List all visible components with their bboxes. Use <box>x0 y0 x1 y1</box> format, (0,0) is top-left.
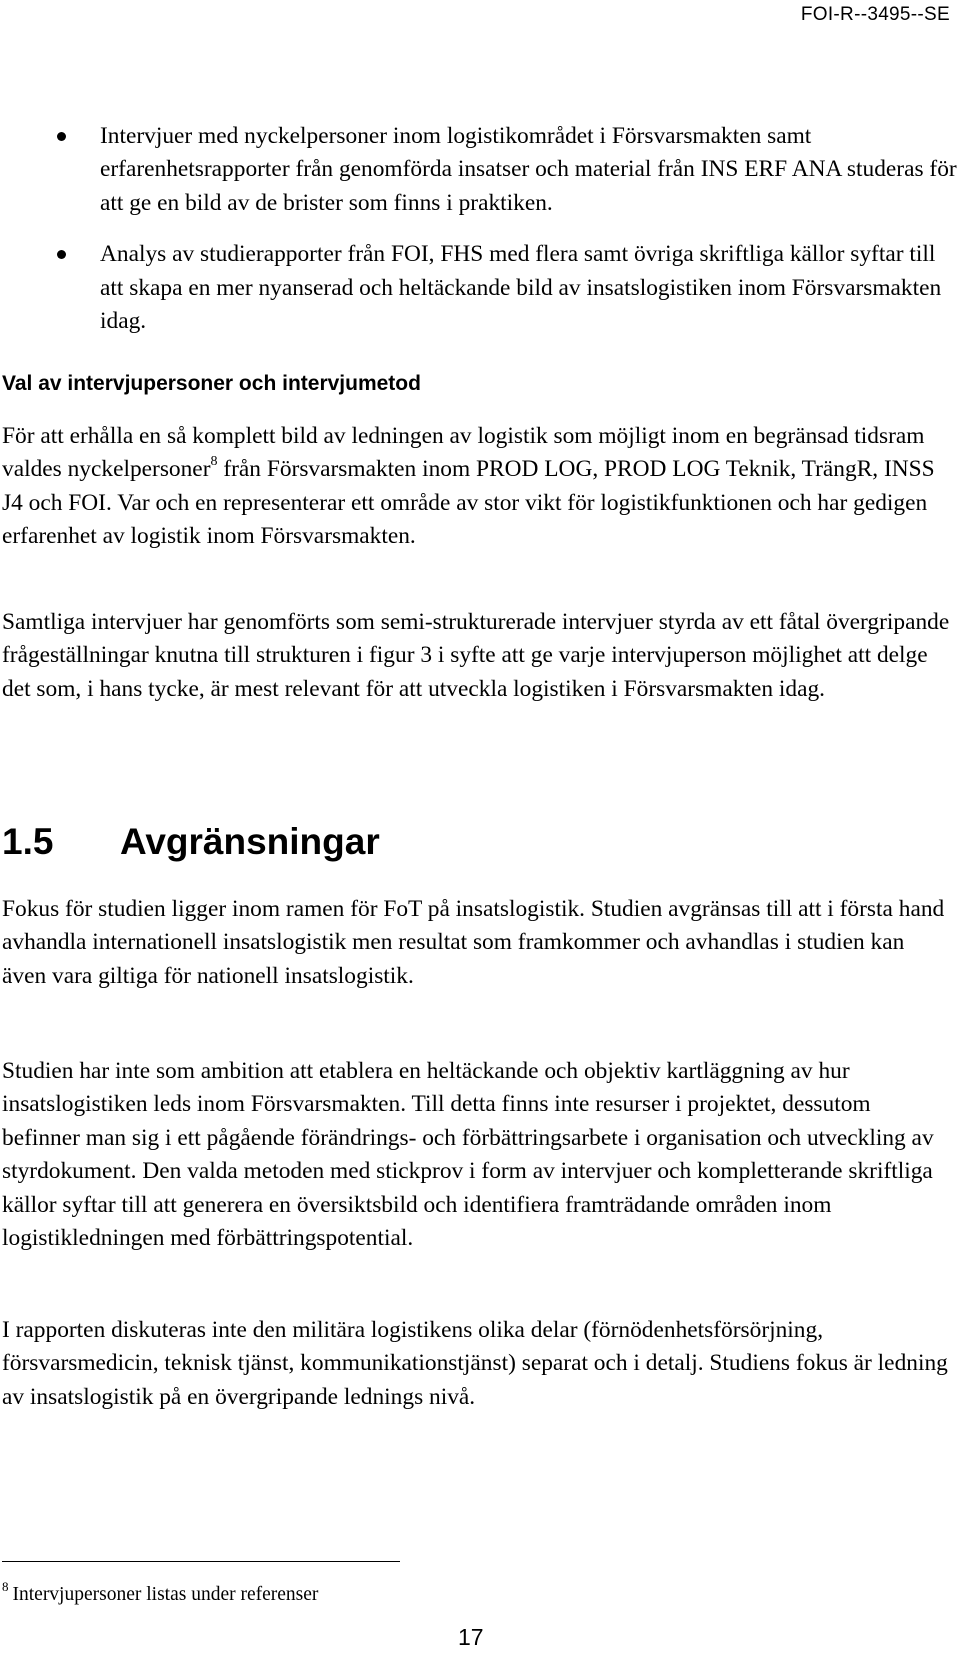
bullet-item <box>0 238 960 338</box>
bullet-item <box>0 120 960 220</box>
scope-paragraph-3: I rapporten diskuteras inte den militära logistikens olika delar (förnödenhetsförsörjning, försvarsmedicin, teknisk tjänst, kommunikationstjänst) separat och i detalj. Studiens fokus är ledning av insatslogistik på en övergripande lednings nivå. <box>2 1317 948 1410</box>
footnote-text: Intervjupersoner listas under referenser <box>12 1584 319 1605</box>
interview-paragraph-1 <box>2 420 952 554</box>
footnote-reference: 8 <box>210 454 218 470</box>
interview-paragraph-2: Samtliga intervjuer har genomförts som semi-strukturerade intervjuer styrda av ett fåtal övergripande frågeställningar knutna till strukturen i figur 3 i syfte att ge varje intervjuperson möjlighet att delge det som, i hans tycke, är mest relevant för att utveckla logistiken i Försvarsmakten idag. <box>2 609 950 702</box>
footnote-divider <box>2 1561 400 1562</box>
paragraph-text: För att erhålla en så komplett bild av ledningen av logistik som möjligt inom en begränsad tidsram valdes nyckelpersoner <box>2 423 925 483</box>
bullet-text: Intervjuer med nyckelpersoner inom logistikområdet i Försvarsmakten samt erfarenhetsrapporter från genomförda insatser och material från INS ERF ANA studeras för att ge en bild av de brister som finns i praktiken. <box>100 123 957 216</box>
scope-paragraph-2: Studien har inte som ambition att etablera en heltäckande och objektiv kartläggning av hur insatslogistiken leds inom Försvarsmakten. Till detta finns inte resurser i projektet, dessutom befinner man sig i ett pågående förändrings- och förbättringsarbete i organisation och utveckling av styrdokument. Den valda metoden med stickprov i form av intervjuer och kompletterande skriftliga källor syftar till att generera en översiktsbild och identifiera framträdande områden inom logistikledningen med förbättringspotential. <box>2 1058 934 1252</box>
footnote-mark: 8 <box>2 1579 9 1594</box>
bullet-text: Analys av studierapporter från FOI, FHS med flera samt övriga skriftliga källor syftar till att skapa en mer nyanserad och heltäckande bild av insatslogistiken inom Försvarsmakten idag. <box>100 241 942 335</box>
footnote <box>2 1575 318 1607</box>
bullet-icon <box>57 132 66 141</box>
section-title: Avgränsningar <box>120 821 380 862</box>
page-number: 17 <box>458 1624 484 1650</box>
bullet-icon <box>57 250 66 259</box>
paragraph-text: från Försvarsmakten inom PROD LOG, PROD LOG Teknik, TrängR, INSS J4 och FOI. Var och en representerar ett område av stor vikt för logistikfunktionen och har gedigen erfarenhet av logistik inom Försvarsmakten. <box>2 456 935 550</box>
bullet-list <box>0 120 960 338</box>
scope-paragraph-1: Fokus för studien ligger inom ramen för FoT på insatslogistik. Studien avgränsas till att i första hand avhandla internationell insatslogistik men resultat som framkommer och avhandlas i studien kan även vara giltiga för nationell insatslogistik. <box>2 896 945 989</box>
subsection-heading: Val av intervjupersoner och intervjumetod <box>2 372 421 395</box>
report-id: FOI-R--3495--SE <box>800 4 950 25</box>
section-number: 1.5 <box>2 821 54 862</box>
